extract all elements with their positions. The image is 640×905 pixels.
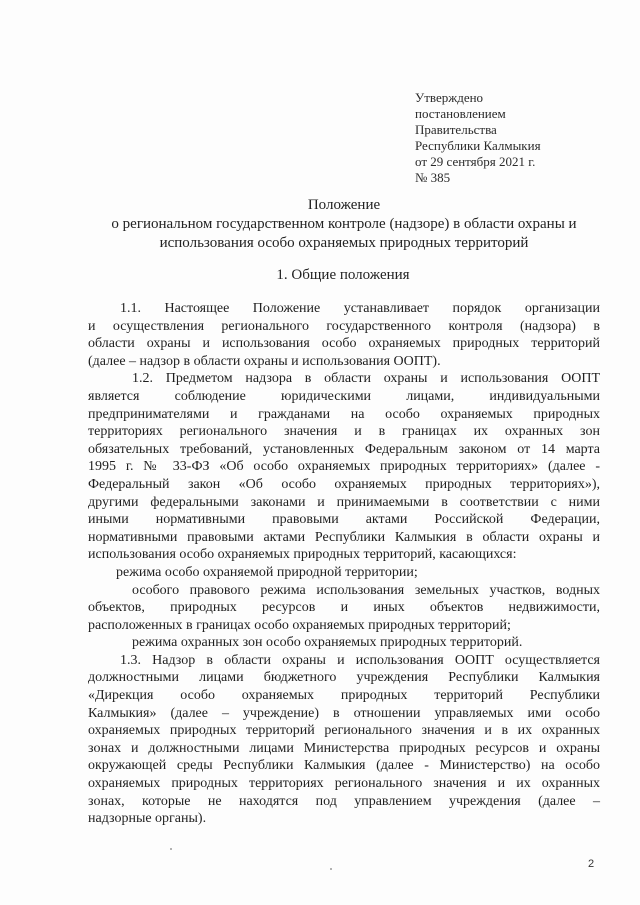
title-line: использования особо охраняемых природных территорий	[159, 235, 529, 251]
body-line: территориях регионального значения и в границах их охранных зон	[88, 424, 600, 440]
page-number: 2	[588, 858, 595, 870]
document-body	[88, 300, 600, 828]
body-line: обязательных требований, установленных Федеральным законом от 14 марта	[88, 441, 600, 457]
body-line: надзорные органы).	[88, 811, 207, 827]
body-line: режима особо охраняемой природной территории;	[116, 564, 418, 580]
body-line: зонах и должностными лицами Министерства природных ресурсов и охраны	[88, 740, 600, 756]
body-line: 1.1. Настоящее Положение устанавливает порядок организации	[120, 301, 600, 316]
body-line: «Дирекция особо охраняемых природных территорий Республики	[88, 688, 600, 704]
body-line: Федеральный закон «Об особо охраняемых природных территориях»),	[88, 476, 600, 492]
approval-line: постановлением	[415, 106, 506, 121]
approval-line: от 29 сентября 2021 г.	[415, 154, 536, 169]
body-line: 1.2. Предметом надзора в области охраны и использования ООПТ	[132, 371, 600, 387]
body-line: окружающей среды Республики Калмыкия (далее - Министерство) на особо	[88, 758, 600, 774]
body-line: особого правового режима использования земельных участков, водных	[132, 582, 600, 598]
body-line: другими федеральными законами и принимаемыми в соответствии с ними	[88, 494, 600, 510]
body-line: объектов, природных ресурсов и иных объектов недвижимости,	[88, 600, 600, 616]
body-line: и осуществления регионального государственного контроля (надзора) в	[88, 318, 600, 334]
body-line: расположенных в границах особо охраняемых природных территорий;	[88, 617, 511, 633]
body-line: области охраны и использования особо охраняемых природных территорий	[88, 336, 600, 352]
approval-line: № 385	[415, 170, 451, 185]
section-heading: 1. Общие положения	[276, 267, 410, 283]
body-line: использования особо охраняемых природных территорий, касающихся:	[88, 547, 517, 563]
approval-line: Правительства	[415, 122, 497, 137]
body-line: должностными лицами бюджетного учреждения Республики Калмыкия	[88, 670, 600, 686]
body-line: зонах, которые не находятся под управлением учреждения (далее –	[88, 793, 600, 809]
title-line: Положение	[307, 197, 381, 213]
document-title	[70, 196, 618, 253]
body-line: режима охранных зон особо охраняемых природных территорий.	[132, 635, 523, 651]
scan-artifact	[170, 848, 172, 850]
body-line: иными нормативными правовыми актами Российской Федерации,	[88, 512, 600, 528]
scan-artifact	[330, 868, 332, 870]
approval-line: Республики Калмыкия	[415, 138, 541, 153]
body-line: нормативными правовыми актами Республики Калмыкия в области охраны и	[88, 529, 600, 545]
body-line: (далее – надзор в области охраны и использования ООПТ).	[88, 353, 441, 369]
body-line: предпринимателями и гражданами на особо охраняемых природных	[88, 406, 600, 422]
approval-line: Утверждено	[415, 90, 484, 105]
body-line: охраняемых природных территорий регионального значения и в их охранных	[88, 723, 600, 739]
approval-stamp-block	[415, 90, 625, 186]
body-line: охраняемых природных территориях регионального значения и их охранных	[88, 776, 600, 792]
title-line: о региональном государственном контроле (надзоре) в области охраны и	[111, 216, 577, 232]
body-line: 1995 г. № 33-ФЗ «Об особо охраняемых природных территориях» (далее -	[88, 459, 600, 475]
body-line: Калмыкия» (далее – учреждение) в отношении управляемых ими особо	[88, 705, 600, 721]
body-line: 1.3. Надзор в области охраны и использования ООПТ осуществляется	[120, 652, 600, 668]
body-line: является соблюдение юридическими лицами, индивидуальными	[88, 388, 600, 404]
